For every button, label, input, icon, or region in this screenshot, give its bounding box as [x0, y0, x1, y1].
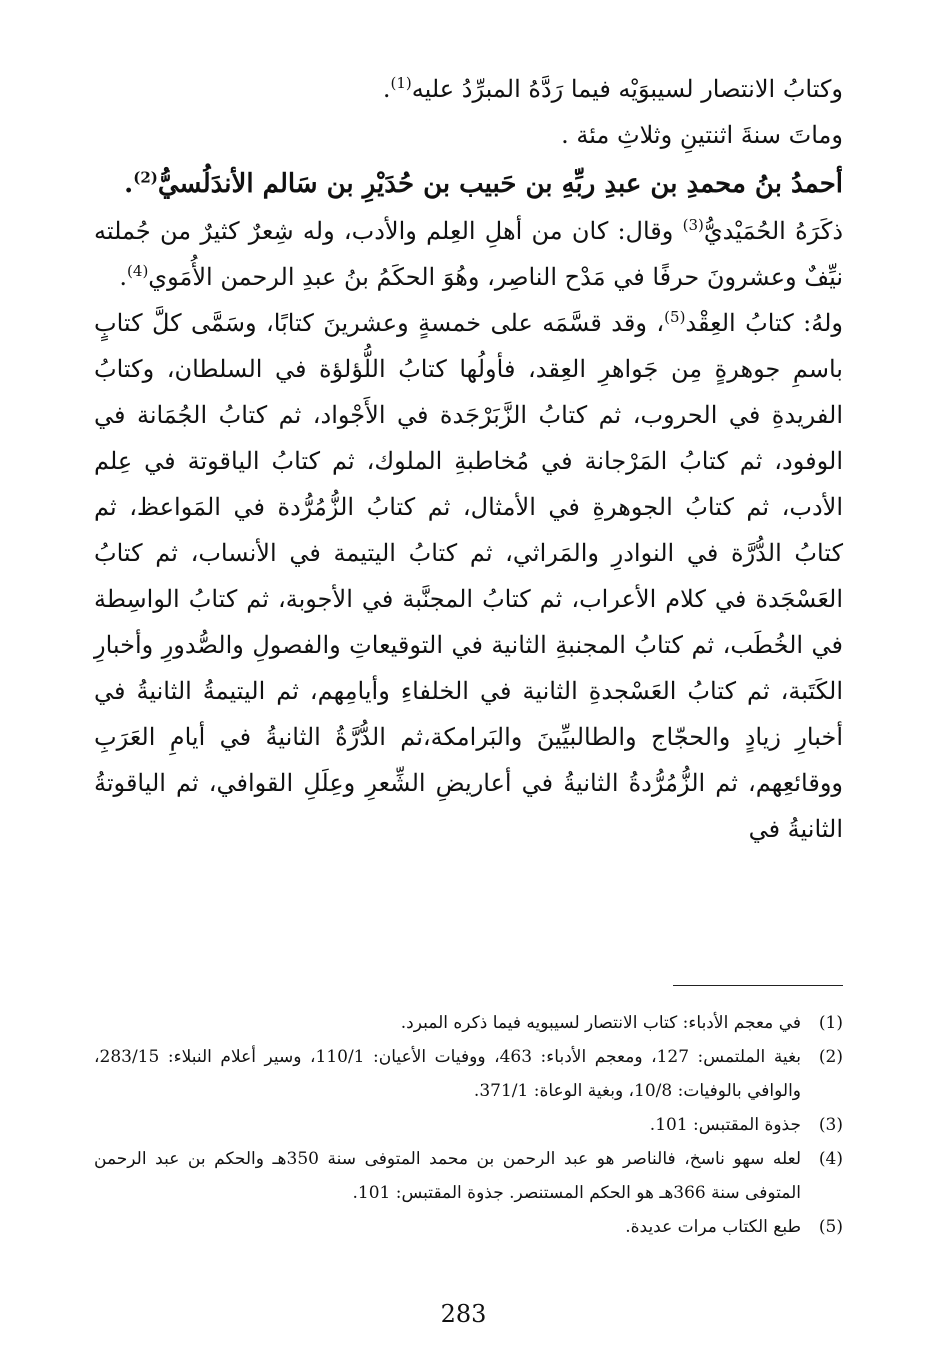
paragraph-text: ولهُ: كتابُ العِقْد — [685, 309, 844, 337]
footnote-5 — [94, 1210, 843, 1244]
footnote-ref-1[interactable]: (1) — [390, 74, 412, 92]
footnote-number: (5) — [818, 1217, 843, 1237]
footnote-number: (2) — [818, 1047, 843, 1067]
footnote-text: طبع الكتاب مرات عديدة. — [625, 1217, 801, 1237]
footnote-3 — [94, 1108, 843, 1142]
footnote-4 — [94, 1142, 843, 1210]
footnote-ref-2[interactable]: (2) — [133, 168, 158, 187]
footnote-number: (1) — [818, 1013, 843, 1033]
paragraph-text: وكتابُ الانتصار لسيبوَيْه فيما رَدَّهُ المبرِّدُ عليه — [411, 75, 843, 103]
footnote-ref-3[interactable]: (3) — [682, 216, 704, 234]
paragraph-text: وماتَ سنةَ اثنتينِ وثلاثِ مئة . — [561, 121, 843, 149]
footnote-ref-5[interactable]: (5) — [664, 308, 686, 326]
footnote-number: (3) — [818, 1115, 843, 1135]
footnote-text: جذوة المقتبس: 101. — [649, 1115, 801, 1135]
paragraph-tail: . — [382, 75, 391, 103]
paragraph-iqd — [94, 300, 843, 852]
paragraph-text: ذكَرَهُ الحُمَيْديُّ — [703, 217, 844, 245]
entry-heading — [94, 160, 843, 208]
footnote-1 — [94, 1006, 843, 1040]
footnote-number: (4) — [818, 1149, 843, 1169]
footnote-text: لعله سهو ناسخ، فالناصر هو عبد الرحمن بن محمد المتوفى سنة 350هـ والحكم بن عبد الرحمن المتوفى سنة 366هـ هو الحكم المستنصر. جذوة المقتبس: 101. — [94, 1149, 802, 1203]
paragraph-humaydi — [94, 208, 843, 300]
footnote-ref-4[interactable]: (4) — [127, 262, 149, 280]
paragraph-text-cont: ، وقد قسَّمَه على خمسةٍ وعشرينَ كتابًا، وسَمَّى كلَّ كتابٍ باسمِ جوهرةٍ مِن جَواهرِ العِقد، فأولُها كتابُ اللُّؤلؤة في السلطان، وكتابُ الفريدةِ في الحروب، ثم كتابُ الزَّبَرْجَدة في الأَجْواد، ثم كتابُ الجُمَانة في الوفود، ثم كتابُ المَرْجانة في مُخاطبةِ الملوك، ثم كتابُ الياقوتة في عِلم الأدب، ثم كتابُ الجوهرةِ في الأمثال، ثم كتابُ الزُّمُرُّدة في المَواعظ، ثم كتابُ الدُّرَّة في النوادرِ والمَراثي، ثم كتابُ اليتيمة في الأنساب، ثم كتابُ العَسْجَدة في كلام الأعراب، ثم كتابُ المجنَّبة في الأجوبة، ثم كتابُ الواسِطة في الخُطَب، ثم كتابُ المجنبةِ الثانية في التوقيعاتِ والفصولِ والصُّدورِ وأخبارِ الكَتَبة، ثم كتابُ العَسْجدةِ الثانية في الخلفاءِ وأيامِهم، ثم اليتيمةُ الثانيةُ في أخبارِ زيادٍ والحجّاج والطالبيِّينَ والبَرامكة،ثم الدُّرَّةُ الثانيةُ في أيامِ العَرَبِ ووقائعِهم، ثم الزُّمُرُّدةُ الثانيةُ في أعاريضِ الشِّعرِ وعِلَلِ القوافي، ثم الياقوتةُ الثانيةُ في — [94, 309, 844, 843]
entry-heading-name: أحمدُ بنُ محمدِ بن عبدِ ربِّهِ بن حَبيب بن حُدَيْرِ بن سَالم الأندَلُسيُّ — [157, 169, 843, 199]
main-text — [94, 66, 843, 852]
paragraph-tail: . — [119, 263, 128, 291]
footnote-text: في معجم الأدباء: كتاب الانتصار لسيبويه فيما ذكره المبرد. — [400, 1013, 801, 1033]
paragraph-book-intisar — [94, 66, 843, 112]
paragraph-tail: . — [124, 169, 134, 199]
paragraph-text-cont: وقال: كان من أهلِ العِلم والأدب، وله شِعرٌ كثيرٌ من جُملته نيِّفٌ وعشرونَ حرفًا في مَدْح الناصِر، وهُوَ الحكَمُ بنُ عبدِ الرحمن الأُمَوي — [94, 217, 843, 291]
footnote-divider — [673, 985, 843, 986]
footnotes — [94, 1006, 843, 1244]
footnote-2 — [94, 1040, 843, 1108]
paragraph-death-year — [94, 112, 843, 158]
page-number: 283 — [440, 1300, 487, 1328]
footnote-text: بغية الملتمس: 127، ومعجم الأدباء: 463، ووفيات الأعيان: 110/1، وسير أعلام النبلاء: 283/15، والوافي بالوفيات: 10/8، وبغية الوعاة: 371/1. — [94, 1047, 801, 1101]
